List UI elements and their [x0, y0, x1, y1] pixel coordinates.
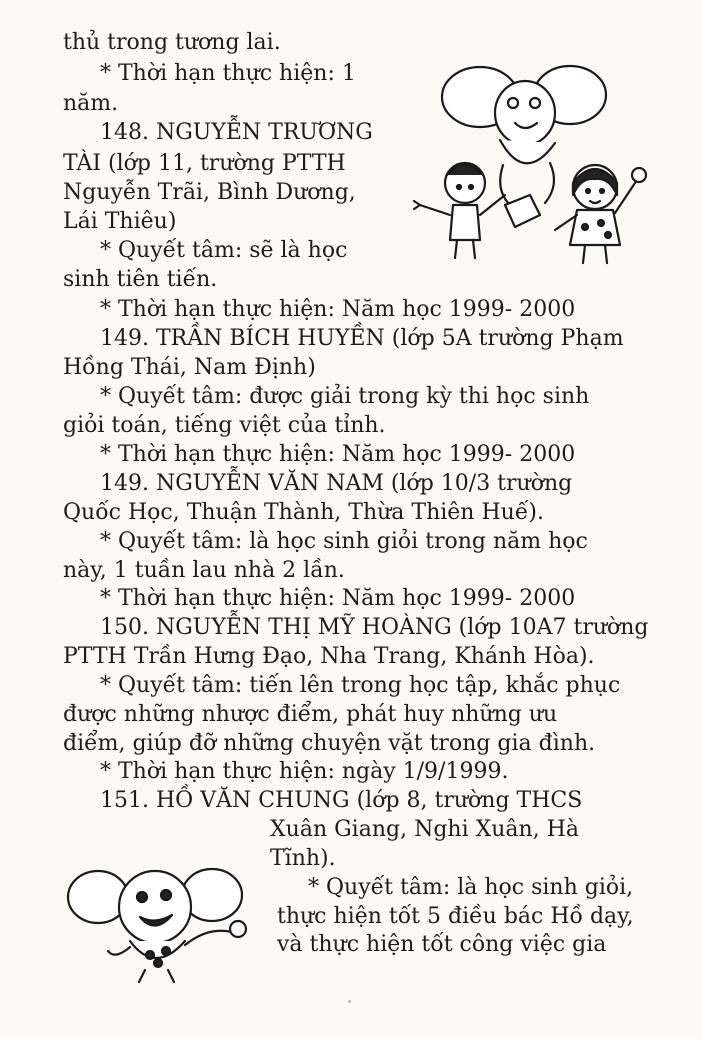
text-line: Xuân Giang, Nghi Xuân, Hà	[270, 817, 580, 842]
text-line: điểm, giúp đỡ những chuyện vặt trong gia đình.	[63, 731, 596, 756]
text-line: này, 1 tuần lau nhà 2 lần.	[63, 558, 345, 583]
text-line: PTTH Trần Hưng Đạo, Nha Trang, Khánh Hòa).	[63, 644, 595, 669]
text-line: * Thời hạn thực hiện: ngày 1/9/1999.	[100, 759, 509, 784]
text-line: thực hiện tốt 5 điều bác Hồ dạy,	[277, 904, 634, 929]
text-line: * Thời hạn thực hiện: Năm học 1999- 2000	[100, 442, 576, 467]
text-line: 149. NGUYỄN VĂN NAM (lớp 10/3 trường	[100, 471, 573, 496]
cartoon-creature-illustration	[60, 855, 260, 985]
text-line: 149. TRẦN BÍCH HUYỀN (lớp 5A trường Phạm	[100, 326, 624, 351]
text-line: * Quyết tâm: là học sinh giỏi,	[308, 875, 634, 900]
text-line: TÀI (lớp 11, trường PTTH	[63, 151, 346, 176]
text-line: được những nhược điểm, phát huy những ưu	[63, 702, 558, 727]
text-line: sinh tiên tiến.	[63, 267, 218, 292]
page-speck	[348, 1000, 351, 1003]
text-line: * Quyết tâm: là học sinh giỏi trong năm học	[100, 529, 588, 554]
text-line: 151. HỒ VĂN CHUNG (lớp 8, trường THCS	[100, 788, 583, 813]
text-line: 150. NGUYỄN THỊ MỸ HOÀNG (lớp 10A7 trường	[100, 615, 649, 640]
text-line: * Thời hạn thực hiện: Năm học 1999- 2000	[100, 586, 576, 611]
text-line: Nguyễn Trãi, Bình Dương,	[63, 180, 356, 205]
cartoon-kids-illustration	[405, 55, 665, 270]
text-line: năm.	[63, 91, 119, 116]
text-line: Tĩnh).	[270, 846, 336, 871]
text-line: Hồng Thái, Nam Định)	[63, 355, 316, 380]
text-line: * Quyết tâm: tiến lên trong học tập, khắc phục	[100, 673, 621, 698]
text-line: * Quyết tâm: sẽ là học	[100, 238, 348, 263]
text-line: * Thời hạn thực hiện: 1	[100, 61, 356, 86]
text-line: và thực hiện tốt công việc gia	[277, 932, 607, 957]
text-line: * Quyết tâm: được giải trong kỳ thi học sinh	[100, 384, 590, 409]
text-line: Quốc Học, Thuận Thành, Thừa Thiên Huế).	[63, 500, 544, 525]
text-line: 148. NGUYỄN TRƯƠNG	[100, 120, 373, 145]
text-line: Lái Thiêu)	[63, 209, 177, 234]
text-line: * Thời hạn thực hiện: Năm học 1999- 2000	[100, 297, 576, 322]
text-line: giỏi toán, tiếng việt của tỉnh.	[63, 413, 386, 438]
text-line: thủ trong tương lai.	[63, 30, 281, 55]
